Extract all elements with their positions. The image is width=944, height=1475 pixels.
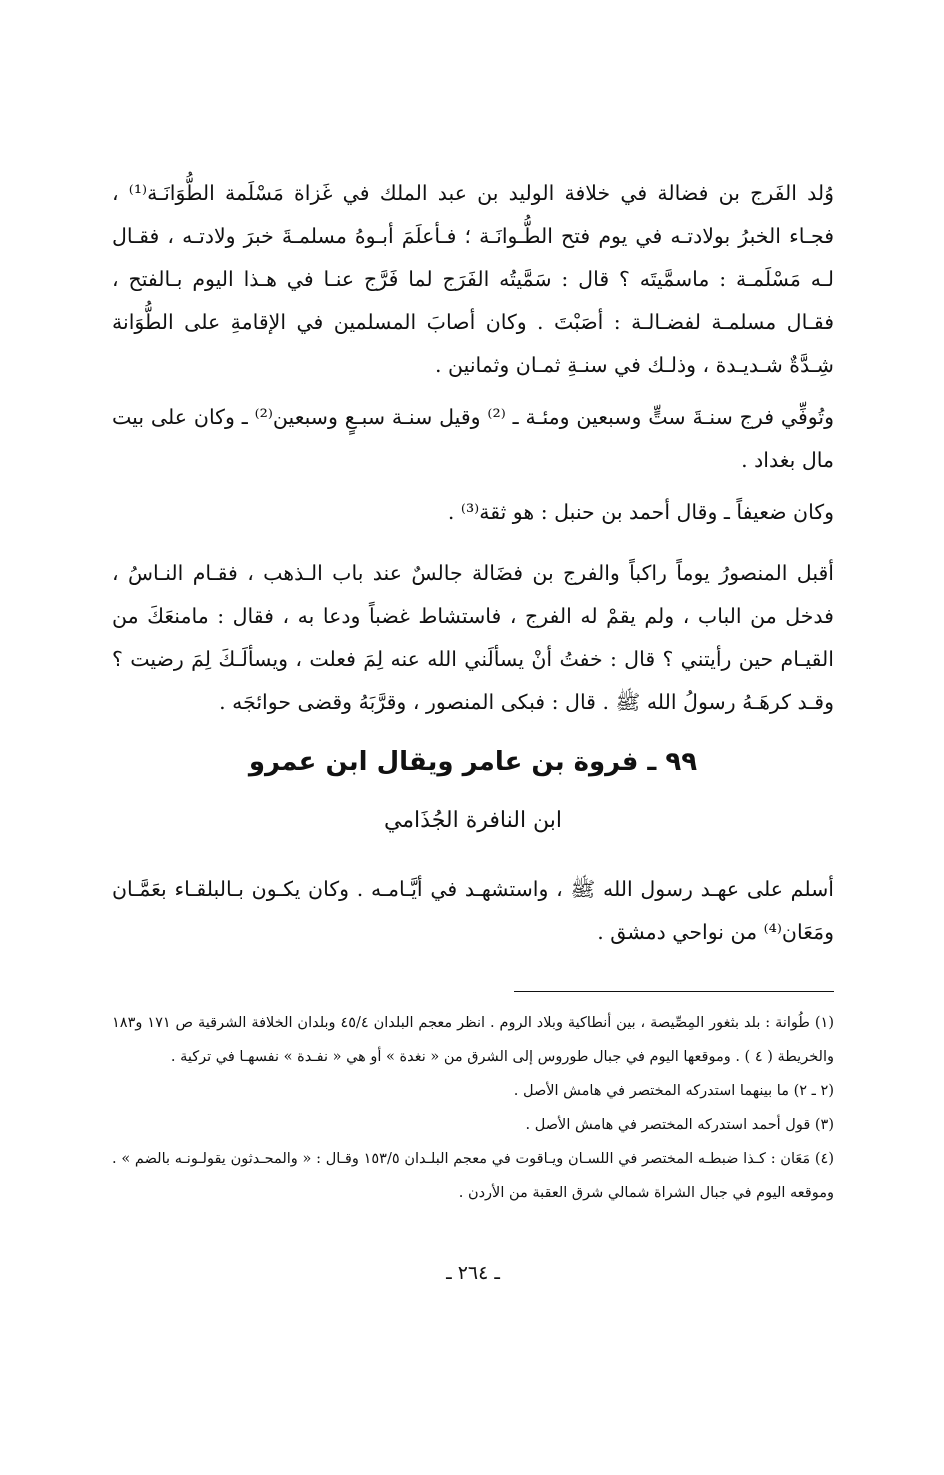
paragraph-birth: وُلد الفَرج بن فضالة في خلافة الوليد بن عبد الملك في غَزاة مَسْلَمة الطُّوَانَـة⁽¹⁾ ، فجـاء الخبرُ بولادتـه في يوم فتح الطُّـوانَـة ؛ فـأعلَمَ أبـوهُ مسلمـةَ خبرَ ولادتـه ، فقـال لـه مَسْلَمـة : ماسمَّيتَه ؟ قال : سَمَّيتُه الفَرَج لما فَرَّج عنـا في هـذا اليوم بـالفتح ، فقـال مسلمـة لفضـالـة : أصَبْتَ . وكان أصابَ المسلمين في الإقامةِ على الطُّوَانة شِـدَّةٌ شـديـدة ، وذلـك في سنـةِ ثمـان وثمانين .: [112, 181, 835, 377]
page-number: ـ ٢٦٤ ـ: [446, 1262, 500, 1284]
biography-subtitle: ابن النافرة الجُذَامي: [383, 808, 563, 833]
paragraph-farwa: أسلم على عهـد رسول الله ﷺ ، واستشهـد في أيَّـامـه . وكان يكـون بـالبلقـاء بعَمَّـان ومَعَان⁽⁴⁾ من نواحي دمشق .: [112, 877, 834, 944]
footnote-4: (٤) مَعَان : كـذا ضبطـه المختصر في اللسـان ويـاقوت في معجم البلـدان ١٥٣/٥ وقـال : « والمحـدثون يقولـونـه بالضم » . وموقعه اليوم في جبال الشراة شمالي شرق العقبة من الأردن .: [112, 1151, 834, 1201]
footnote-3: (٣) قول أحمد استدركه المختصر في هامش الأصل .: [525, 1117, 834, 1133]
footnote-divider: [514, 991, 834, 992]
biography-title: ٩٩ ـ فروة بن عامر ويقال ابن عمرو: [248, 747, 698, 777]
footnotes: [112, 1006, 834, 1210]
footnote-1: (١) طُوانة : بلد بثغور المِصِّيصة ، بين أنطاكية وبلاد الروم . انظر معجم البلدان ٤٥/٤ وبلدان الخلافة الشرقية ص ١٧١ و١٨٣ والخريطة ( ٤ ) . وموقعها اليوم في جبال طوروس إلى الشرق من « نغدة » أو هي « نفـدة » نفسهـا في تركية .: [112, 1015, 834, 1065]
footnote-2: (٢ ـ ٢) ما بينهما استدركه المختصر في هامش الأصل .: [513, 1083, 834, 1099]
paragraph-death: وتُوفِّي فرج سنـةَ ستٍّ وسبعين ومئـة ـ ⁽²⁾ وقيل سنـة سبـعٍ وسبعين⁽²⁾ ـ وكان على بيت مال بغداد .: [112, 405, 834, 472]
paragraph-reliability: وكان ضعيفاً ـ وقال أحمد بن حنبل : هو ثقة⁽³⁾ .: [447, 500, 834, 524]
paragraph-anecdote: أقبل المنصورُ يوماً راكباً والفرج بن فضَالة جالسٌ عند باب الـذهب ، فقـام النـاسُ ، فدخل من الباب ، ولم يقمْ له الفرج ، فاستشاط غضباً ودعا به ، فقال : مامنعَكَ من القيـام حين رأيتني ؟ قال : خفتُ أنْ يسألَني الله عنه لِمَ فعلت ، ويسألَـكَ لِمَ رضيت ؟ وقـد كرهَـهُ رسولُ الله ﷺ . قال : فبكى المنصور ، وقرَّبَهُ وقضى حوائجَه .: [112, 561, 834, 714]
